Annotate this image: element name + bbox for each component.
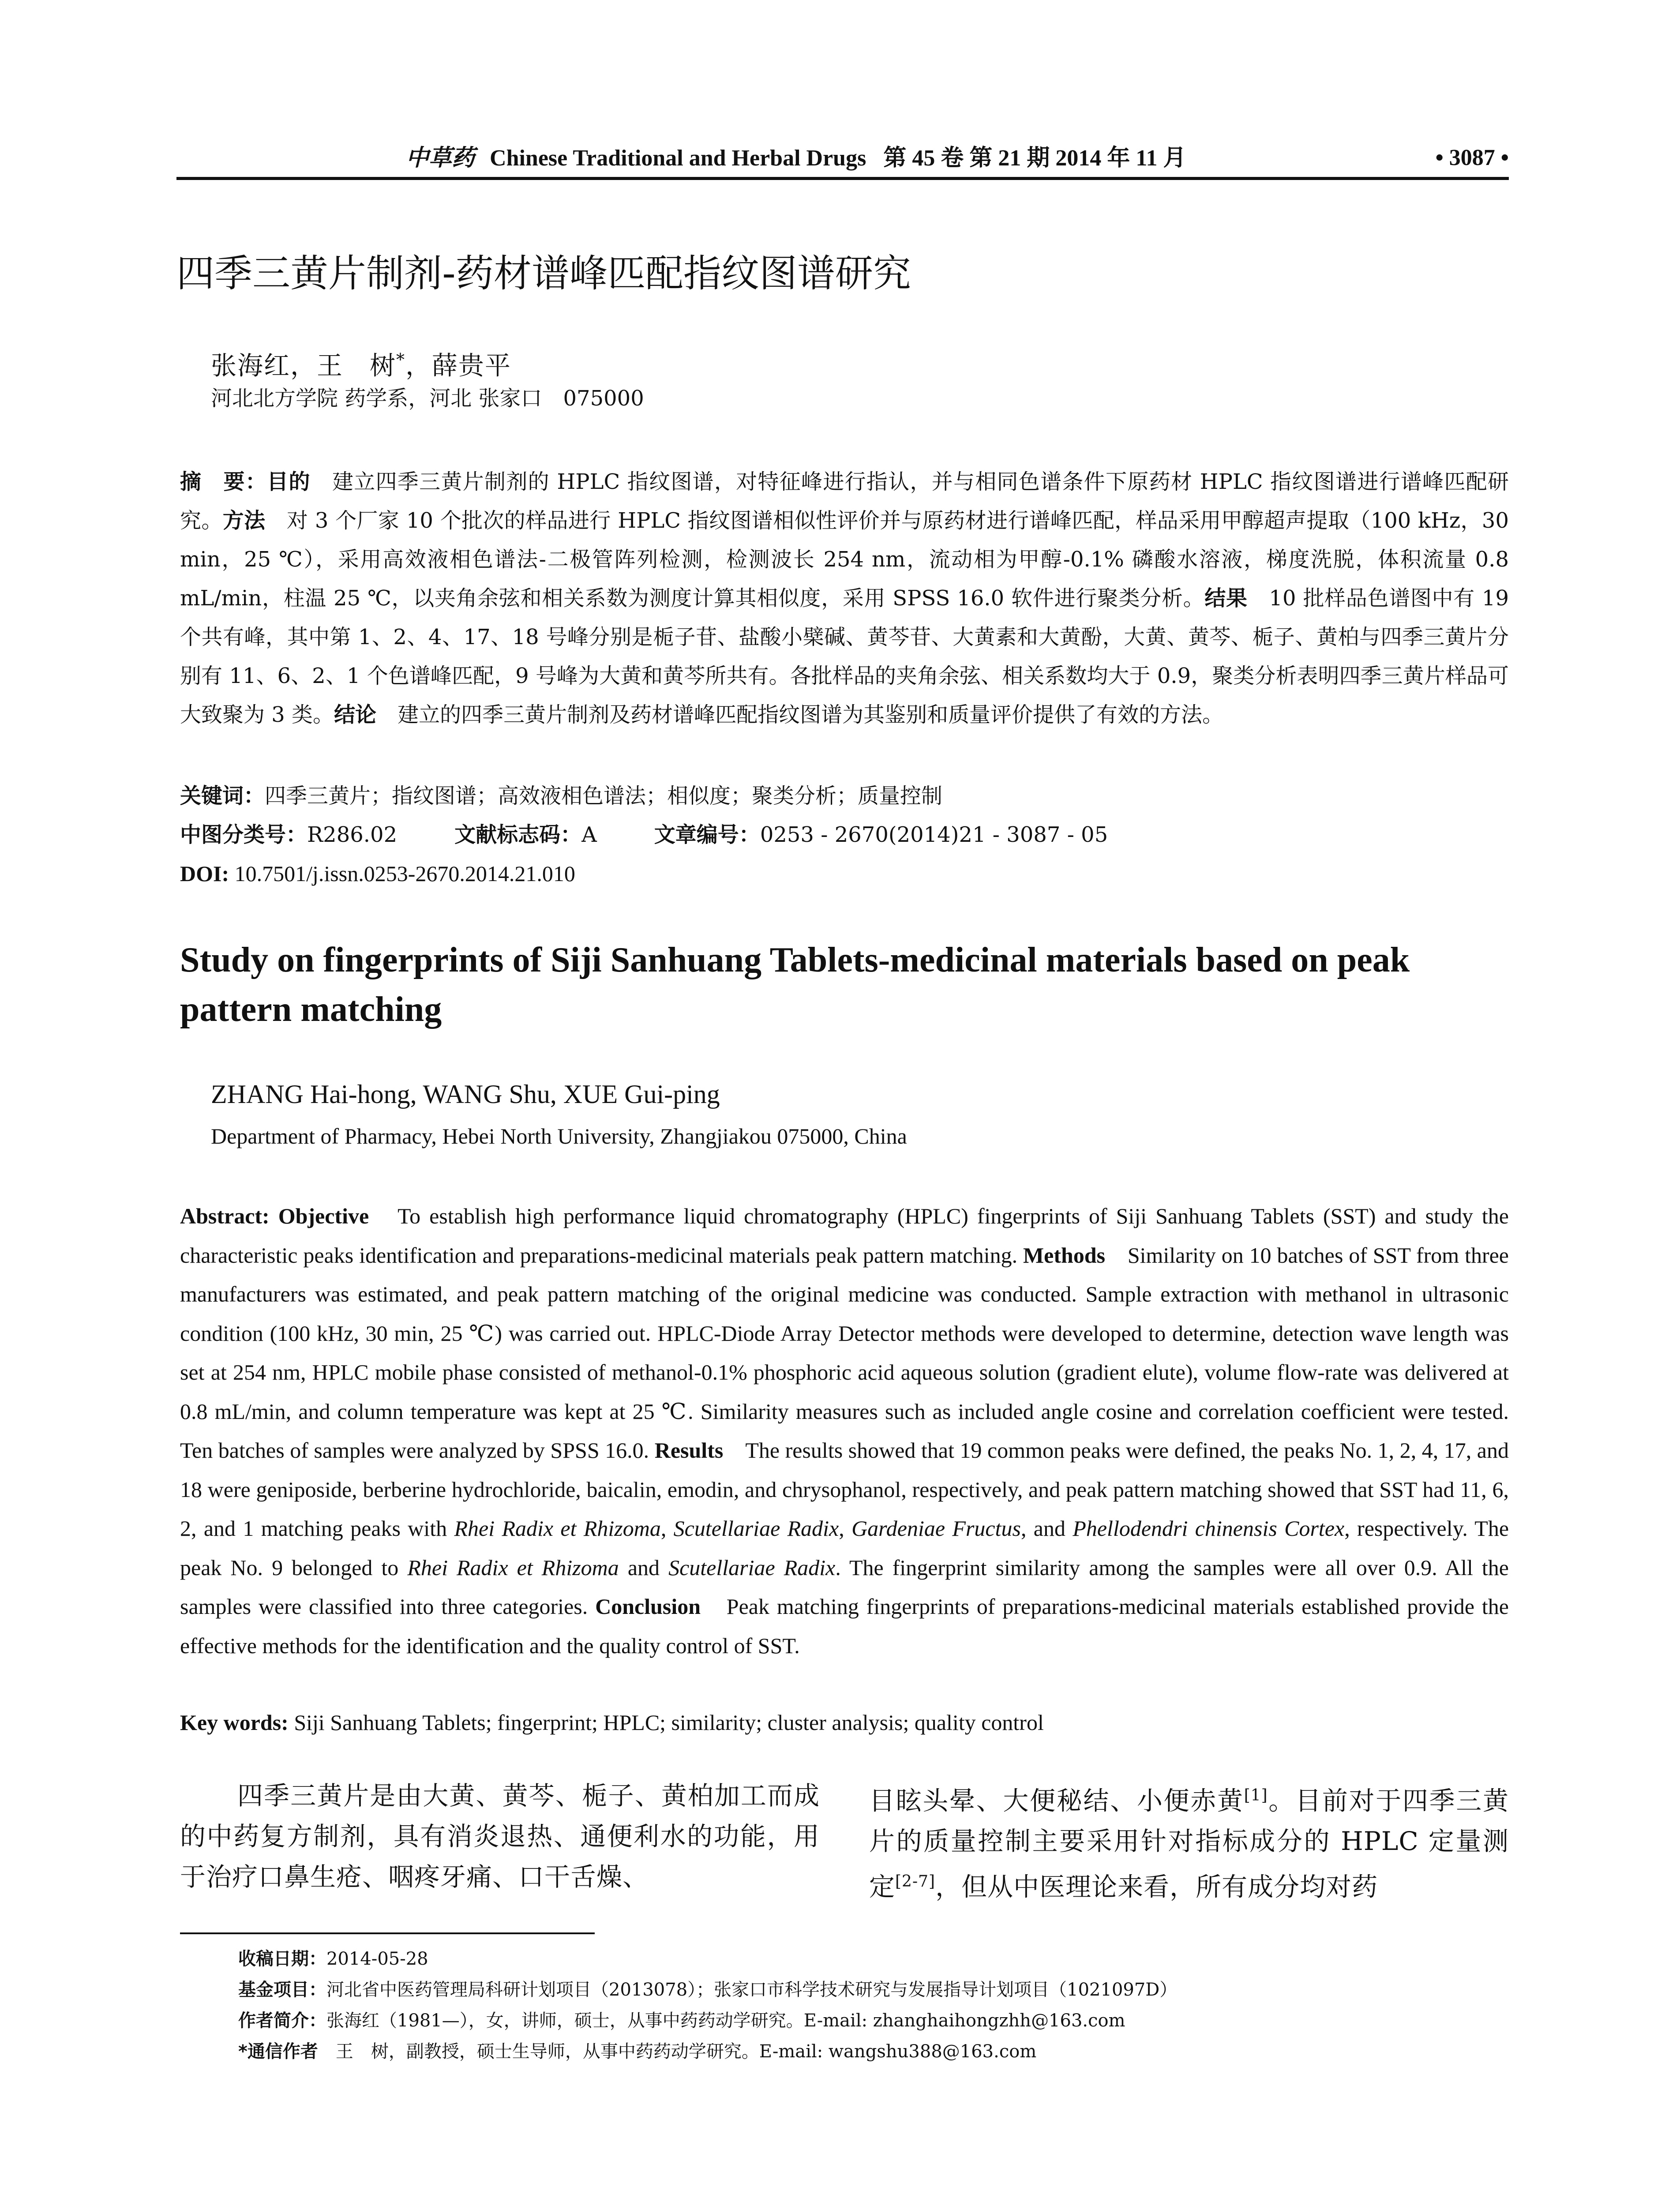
corr-text: 王 树，副教授，硕士生导师，从事中药药动学研究。E-mail: wangshu388@163.com [318,2041,1037,2062]
en-methods-label: Methods [1023,1242,1106,1268]
author-text: 张海红（1981—），女，讲师，硕士，从事中药药动学研究。E-mail: zhanghaihongzhh@163.com [326,2011,1125,2031]
article-no-value: 0253 - 2670(2014)21 - 3087 - 05 [760,822,1108,847]
en-methods: Similarity on 10 batches of SST from three manufacturers was estimated, and peak pattern matching of the original medicine was conducted. Sample extraction with methanol in ultrasonic condition (100 kHz, 30 min, 25 ℃) was carried out. HPLC-Diode Array Detector methods were developed to determine, detection wave length was set at 254 nm, HPLC mobile phase consisted of methanol-0.1% phosphoric acid aqueous solution (gradient elute), volume flow-rate was delivered at 0.8 mL/min, and column temperature was kept at 25 ℃. Similarity measures such as included angle cosine and correlation coefficient were tested. Ten batches of samples were analyzed by SPSS 16.0. [180,1242,1509,1463]
doc-code-value: A [581,822,597,847]
cn-keywords-text: 四季三黄片；指纹图谱；高效液相色谱法；相似度；聚类分析；质量控制 [265,784,943,808]
sep: , [839,1516,852,1541]
cn-authors-main: 张海红，王 树 [211,350,397,381]
journal-name-en: Chinese Traditional and Herbal Drugs [490,146,866,171]
en-results-a: The results showed that 19 common peaks were defined, the peaks No. 1, 2, 4, 17, and 18 were geniposide, berberine hydrochloride, baicalin, emodin, and chrysophanol, respectively, and peak pattern matching showed that SST had 11, 6, 2, and 1 matching peaks with [180,1438,1509,1541]
journal-name-cn: 中草药 [406,144,475,171]
cn-abstract [180,462,1509,734]
footnote-received [238,1945,428,1973]
cn-methods-label: 方法 [222,508,266,533]
footnote-corresponding [238,2037,1036,2066]
received-label: 收稿日期： [238,1949,326,1969]
en-abstract-label: Abstract: [180,1204,270,1228]
cn-classification [180,815,1108,854]
citation-1[interactable]: [1] [1244,1786,1268,1805]
header-divider [176,177,1509,180]
journal-issue: 第 45 卷 第 21 期 2014 年 11 月 [883,146,1186,171]
sep: , [660,1516,674,1541]
en-results-b: , respectively. The peak No. 9 belonged to [180,1516,1509,1580]
cn-title: 四季三黄片制剂-药材谱峰匹配指纹图谱研究 [176,251,911,296]
herb-gardeniae: Gardeniae Fructus [851,1516,1021,1541]
herb-scutellariae-2: Scutellariae Radix [668,1555,836,1580]
article-no-label: 文章编号： [654,822,760,847]
cn-authors [211,342,511,383]
cn-keywords-label: 关键词： [180,784,265,808]
sep: , and [1020,1516,1073,1541]
clc-value: R286.02 [307,822,398,847]
cn-methods: 对 3 个厂家 10 个批次的样品进行 HPLC 指纹图谱相似性评价并与原药材进行谱峰匹配，样品采用甲醇超声提取（100 kHz，30 min，25 ℃），采用高效液相色谱法-二极管阵列检测，检测波长 254 nm，流动相为甲醇-0.1% 磷酸水溶液，梯度洗脱，体积流量 0.8 mL/min，柱温 25 ℃，以夹角余弦和相关系数为测度计算其相似度，采用 SPSS 16.0 软件进行聚类分析。 [180,508,1509,611]
en-results-label: Results [654,1438,724,1463]
en-results-c: . The fingerprint similarity among the samples were all over 0.9. All the samples were classified into three categories. [180,1555,1509,1619]
header-journal [406,140,1186,176]
cn-objective: 建立四季三黄片制剂的 HPLC 指纹图谱，对特征峰进行指认，并与相同色谱条件下原药材 HPLC 指纹图谱进行谱峰匹配研究。 [180,469,1509,533]
en-objective-label: Objective [278,1204,369,1228]
corresponding-mark: * [396,350,406,369]
citation-2-7[interactable]: [2-7] [895,1872,936,1891]
fund-text: 河北省中医药管理局科研计划项目（2013078）；张家口市科学技术研究与发展指导计划项目（1021097D） [326,1980,1178,2000]
body-right-a: 目眩头晕、大便秘结、小便赤黄 [869,1786,1244,1816]
and-word: and [619,1555,669,1580]
cn-conclusion-label: 结论 [334,702,377,727]
herb-scutellariae: Scutellariae Radix [673,1516,839,1541]
doi [180,854,575,893]
cn-results-label: 结果 [1204,586,1248,611]
running-header [176,140,1509,176]
herb-phellodendri: Phellodendri chinensis Cortex [1072,1516,1345,1541]
doc-code-label: 文献标志码： [454,822,582,847]
doi-value: 10.7501/j.issn.0253-2670.2014.21.010 [229,861,575,886]
received-date: 2014-05-28 [326,1949,428,1969]
cn-objective-label: 目的 [267,469,311,494]
en-conclusion: Peak matching fingerprints of preparations-medicinal materials established provide the effective methods for the identification and the quality control of SST. [180,1594,1509,1658]
doi-label: DOI: [180,861,229,886]
cn-keywords [180,777,1509,815]
cn-affiliation: 河北北方学院 药学系，河北 张家口 075000 [211,386,644,411]
author-label: 作者简介： [238,2011,326,2031]
footnote-fund [238,1976,1177,2004]
page-number: • 3087 • [1435,145,1509,170]
body-column-left: 四季三黄片是由大黄、黄芩、栀子、黄柏加工而成的中药复方制剂，具有消炎退热、通便利水的功能，用于治疗口鼻生疮、咽疼牙痛、口干舌燥、 [180,1781,820,1892]
herb-rhei: Rhei Radix et Rhizoma [454,1516,661,1541]
en-objective: To establish high performance liquid chromatography (HPLC) fingerprints of Siji Sanhuang Tablets (SST) and study the characteristic peaks identification and preparations-medicinal materials peak pattern matching. [180,1204,1509,1268]
footnote-divider [180,1932,595,1934]
cn-conclusion: 建立的四季三黄片制剂及药材谱峰匹配指纹图谱为其鉴别和质量评价提供了有效的方法。 [376,702,1224,727]
body-right-c: ，但从中医理论来看，所有成分均对药 [935,1872,1378,1902]
en-title: Study on fingerprints of Siji Sanhuang Tablets-medicinal materials based on peak pattern matching [180,941,1410,1029]
cn-abstract-label: 摘 要： [180,469,267,494]
cn-results: 10 批样品色谱图中有 19 个共有峰，其中第 1、2、4、17、18 号峰分别是栀子苷、盐酸小檗碱、黄芩苷、大黄素和大黄酚，大黄、黄芩、栀子、黄柏与四季三黄片分别有 11、6、2、1 个色谱峰匹配，9 号峰为大黄和黄芩所共有。各批样品的夹角余弦、相关系数均大于 0.9，聚类分析表明四季三黄片样品可大致聚为 3 类。 [180,586,1509,727]
corr-label: *通信作者 [238,2041,318,2062]
en-keywords [180,1703,1509,1742]
body-column-right [869,1775,1509,1907]
en-conclusion-label: Conclusion [595,1594,701,1619]
body-right-b: 。目前对于四季三黄片的质量控制主要采用针对指标成分的 HPLC 定量测定 [869,1786,1509,1902]
herb-rhei-2: Rhei Radix et Rhizoma [407,1555,619,1580]
footnote-author [238,2007,1125,2035]
clc-label: 中图分类号： [180,822,308,847]
en-affiliation: Department of Pharmacy, Hebei North University, Zhangjiakou 075000, China [211,1124,907,1148]
fund-label: 基金项目： [238,1980,326,2000]
en-abstract [180,1197,1509,1665]
en-keywords-text: Siji Sanhuang Tablets; fingerprint; HPLC; similarity; cluster analysis; quality control [288,1710,1044,1735]
en-keywords-label: Key words: [180,1710,289,1735]
cn-authors-tail: ，薛贵平 [405,350,512,381]
en-authors: ZHANG Hai-hong, WANG Shu, XUE Gui-ping [211,1080,720,1109]
